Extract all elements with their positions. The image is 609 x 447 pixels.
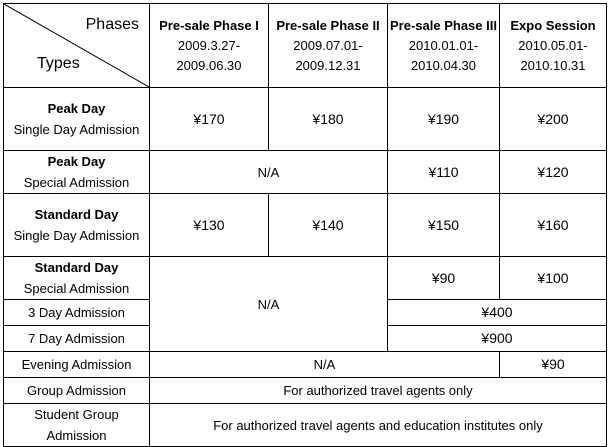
types-corner-label: Types <box>37 55 80 72</box>
type-name: Standard Day <box>34 260 119 275</box>
price-cell: ¥140 <box>269 194 388 257</box>
price-cell: ¥90 <box>388 257 500 300</box>
not-available-cell: N/A <box>150 352 500 378</box>
not-available-cell: N/A <box>150 257 388 352</box>
price-cell: ¥110 <box>388 151 500 194</box>
row-student-group <box>4 404 607 447</box>
price-cell: ¥180 <box>269 88 388 151</box>
ticket-price-table <box>3 3 607 447</box>
row-standard-single-day <box>4 194 607 257</box>
price-cell: ¥100 <box>500 257 607 300</box>
type-cell <box>4 88 150 151</box>
price-cell: ¥160 <box>500 194 607 257</box>
type-cell: Group Admission <box>4 378 150 404</box>
type-subtitle: Single Day Admission <box>13 228 140 243</box>
price-cell: ¥150 <box>388 194 500 257</box>
type-cell: 7 Day Admission <box>4 326 150 352</box>
price-cell: ¥900 <box>388 326 607 352</box>
price-cell: ¥90 <box>500 352 607 378</box>
type-subtitle: Special Admission <box>23 281 130 296</box>
price-cell: ¥400 <box>388 300 607 326</box>
type-subtitle: Special Admission <box>23 175 130 190</box>
not-available-cell: N/A <box>150 151 388 194</box>
type-cell <box>4 257 150 300</box>
phase-name: Expo Session <box>510 17 596 33</box>
type-subtitle: Single Day Admission <box>13 122 140 137</box>
type-cell <box>4 151 150 194</box>
type-cell <box>4 194 150 257</box>
type-name: Peak Day <box>47 154 106 169</box>
row-standard-special <box>4 257 607 300</box>
note-cell: For authorized travel agents only <box>150 378 607 404</box>
type-name: Standard Day <box>34 207 119 222</box>
phase-header-presale-2 <box>269 4 388 88</box>
phases-corner-label: Phases <box>85 16 139 33</box>
phase-name: Pre-sale Phase III <box>390 17 497 33</box>
phase-dates: 2009.07.01-2009.12.31 <box>293 37 363 73</box>
phase-dates: 2010.05.01-2010.10.31 <box>518 37 588 73</box>
phase-header-presale-1 <box>150 4 269 88</box>
price-cell: ¥200 <box>500 88 607 151</box>
header-row <box>4 4 607 88</box>
price-cell: ¥190 <box>388 88 500 151</box>
phase-name: Pre-sale Phase I <box>159 17 259 33</box>
phase-dates: 2010.01.01-2010.04.30 <box>408 37 479 73</box>
row-peak-special <box>4 151 607 194</box>
price-cell: ¥120 <box>500 151 607 194</box>
type-name: Peak Day <box>47 101 106 116</box>
price-cell: ¥130 <box>150 194 269 257</box>
corner-header-cell <box>4 4 150 88</box>
type-cell: Student Group Admission <box>4 404 150 447</box>
note-cell: For authorized travel agents and education institutes only <box>150 404 607 447</box>
phase-header-expo-session <box>500 4 607 88</box>
type-cell: 3 Day Admission <box>4 300 150 326</box>
row-peak-single-day <box>4 88 607 151</box>
phase-header-presale-3 <box>388 4 500 88</box>
row-evening <box>4 352 607 378</box>
price-cell: ¥170 <box>150 88 269 151</box>
type-cell: Evening Admission <box>4 352 150 378</box>
phase-dates: 2009.3.27-2009.06.30 <box>176 37 242 73</box>
phase-name: Pre-sale Phase II <box>276 17 380 33</box>
row-group <box>4 378 607 404</box>
